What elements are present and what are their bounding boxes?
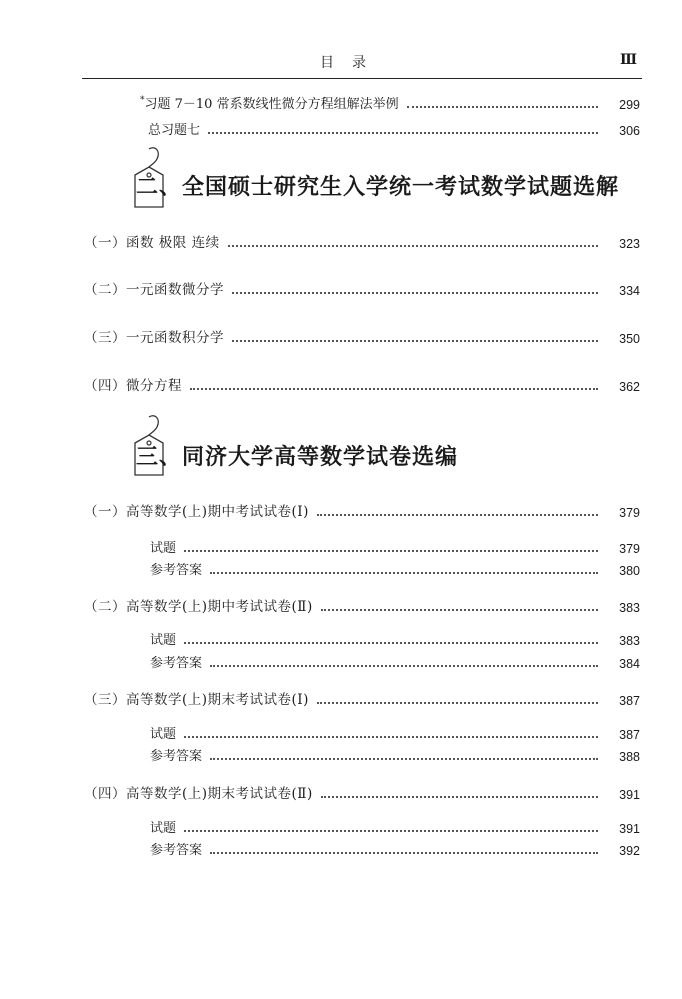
toc-page-number: 383 (619, 634, 640, 648)
toc-entry-label: 参考答案 (150, 843, 203, 858)
toc-page-number: 350 (619, 332, 640, 346)
leader-dots (184, 642, 598, 644)
leader-dots (208, 132, 598, 134)
toc-entry-label: 试题 (150, 541, 177, 556)
part-title: 、全国硕士研究生入学统一考试数学试题选解 (159, 175, 620, 200)
toc-entry-7-10[interactable] (0, 92, 682, 112)
running-header (0, 50, 682, 74)
toc-page-number: 387 (619, 694, 640, 708)
toc-page-number: 388 (619, 750, 640, 764)
leader-dots (184, 736, 598, 738)
toc-page-number: 380 (619, 564, 640, 578)
toc-entry-label: （三）高等数学(上)期末考试试卷(Ⅰ) (84, 692, 309, 708)
toc-subentry[interactable] (0, 744, 682, 764)
leader-dots (407, 106, 598, 108)
toc-entry-2-1[interactable] (0, 231, 682, 251)
toc-entry-review-7[interactable] (0, 118, 682, 138)
toc-entry-label: （一）函数 极限 连续 (84, 235, 220, 251)
toc-entry-3-2[interactable] (0, 595, 682, 615)
toc-subentry[interactable] (0, 628, 682, 648)
toc-page-number: 383 (619, 601, 640, 615)
toc-page-number: 379 (619, 506, 640, 520)
toc-entry-label: 习题 7－10 常系数线性微分方程组解法举例 (144, 97, 399, 112)
optional-mark: * (140, 95, 145, 106)
leader-dots (232, 292, 598, 294)
toc-subentry[interactable] (0, 722, 682, 742)
leader-dots (232, 340, 598, 342)
toc-page-number: 384 (619, 657, 640, 671)
toc-entry-3-4[interactable] (0, 782, 682, 802)
leader-dots (228, 245, 598, 247)
toc-entry-label: 总习题七 (148, 123, 201, 138)
toc-page-number: 391 (619, 822, 640, 836)
toc-page-number: 379 (619, 542, 640, 556)
toc-entry-label: 试题 (150, 821, 177, 836)
part-numeral: 三 (136, 445, 160, 470)
toc-subentry[interactable] (0, 816, 682, 836)
toc-subentry[interactable] (0, 558, 682, 578)
leader-dots (210, 852, 598, 854)
leader-dots (184, 550, 598, 552)
toc-entry-2-4[interactable] (0, 374, 682, 394)
toc-page-number: 392 (619, 844, 640, 858)
toc-page-number: 299 (619, 98, 640, 112)
toc-entry-label: 参考答案 (150, 656, 203, 671)
part-heading-3 (136, 440, 458, 480)
toc-entry-label: 试题 (150, 727, 177, 742)
toc-page-number: 323 (619, 237, 640, 251)
toc-entry-2-3[interactable] (0, 326, 682, 346)
toc-page-number: 306 (619, 124, 640, 138)
leader-dots (317, 702, 598, 704)
toc-page-number: 391 (619, 788, 640, 802)
header-title: 目录 (320, 55, 384, 71)
toc-entry-label: 试题 (150, 633, 177, 648)
toc-entry-label: （二）高等数学(上)期中考试试卷(Ⅱ) (84, 599, 313, 615)
toc-entry-label: 参考答案 (150, 749, 203, 764)
toc-entry-label: （三）一元函数积分学 (84, 330, 224, 346)
leader-dots (321, 796, 598, 798)
toc-subentry[interactable] (0, 536, 682, 556)
toc-page-number: 362 (619, 380, 640, 394)
leader-dots (210, 665, 598, 667)
leader-dots (190, 388, 598, 390)
toc-entry-3-1[interactable] (0, 500, 682, 520)
leader-dots (210, 572, 598, 574)
part-numeral: 二 (136, 175, 160, 200)
toc-subentry[interactable] (0, 838, 682, 858)
toc-entry-label: （一）高等数学(上)期中考试试卷(Ⅰ) (84, 504, 309, 520)
part-title: 、同济大学高等数学试卷选编 (159, 445, 459, 470)
toc-entry-label: 参考答案 (150, 563, 203, 578)
toc-entry-2-2[interactable] (0, 278, 682, 298)
leader-dots (321, 609, 598, 611)
toc-page-number: 334 (619, 284, 640, 298)
toc-entry-label: （二）一元函数微分学 (84, 282, 224, 298)
toc-page-number: 387 (619, 728, 640, 742)
part-heading-2 (136, 170, 619, 210)
header-page-number: Ⅲ (620, 52, 638, 68)
toc-entry-label: （四）微分方程 (84, 378, 182, 394)
leader-dots (184, 830, 598, 832)
toc-subentry[interactable] (0, 651, 682, 671)
toc-entry-label: （四）高等数学(上)期末考试试卷(Ⅱ) (84, 786, 313, 802)
header-rule (82, 78, 642, 79)
leader-dots (317, 514, 598, 516)
leader-dots (210, 758, 598, 760)
toc-entry-3-3[interactable] (0, 688, 682, 708)
